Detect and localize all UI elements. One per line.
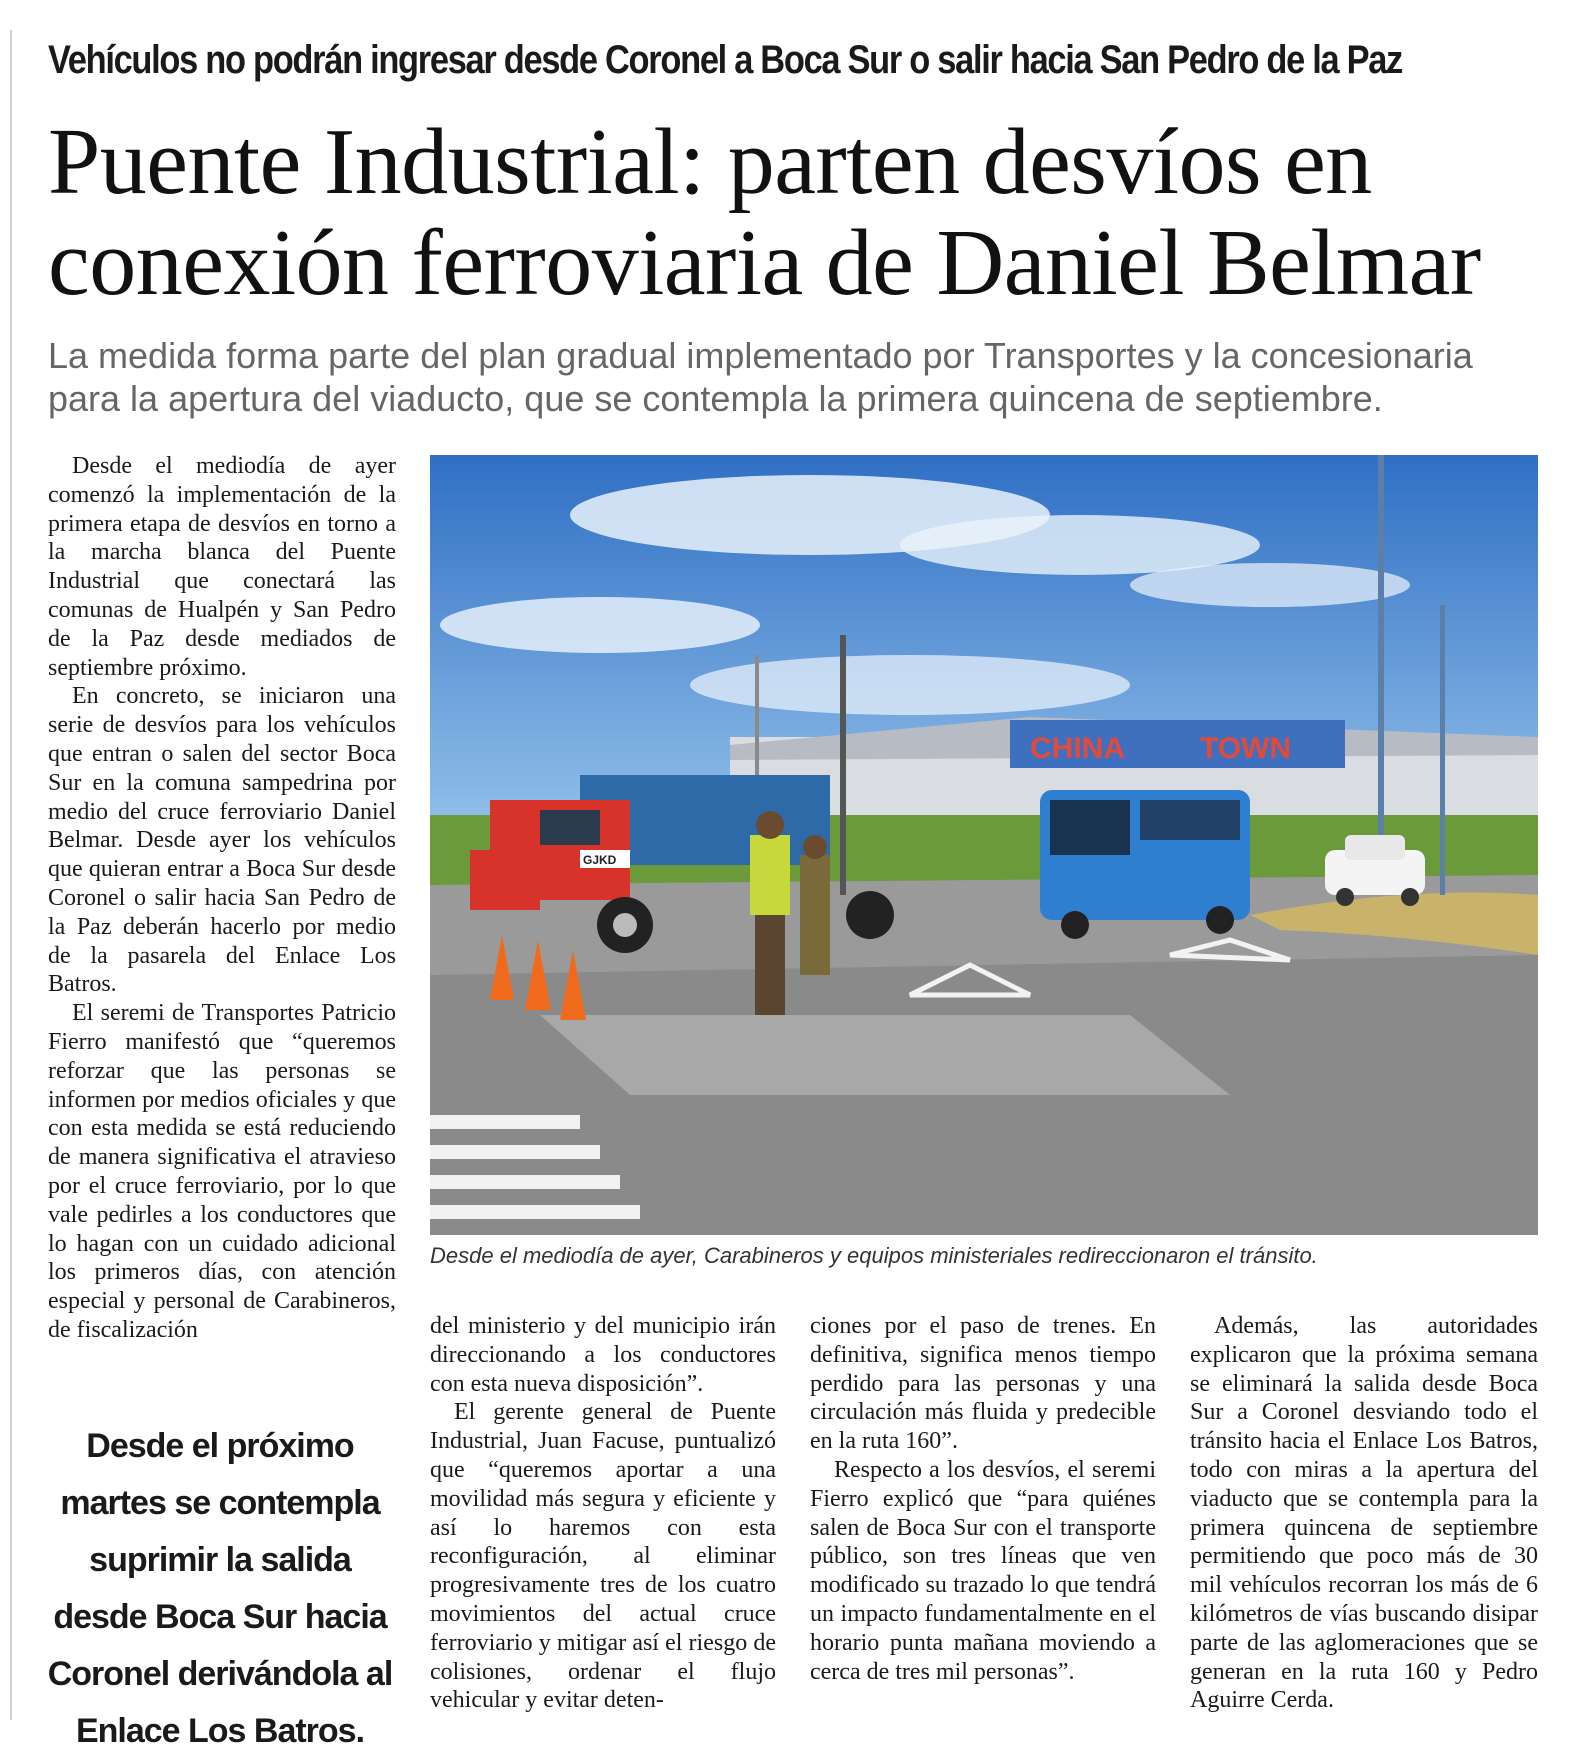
bus-wheel: [1061, 911, 1089, 939]
officer-uniform: [755, 915, 785, 1015]
headline: [48, 112, 1548, 314]
paragraph: En concreto, se iniciaron una serie de desvíos para los vehículos que entran o salen del sector Boca Sur en la comuna sampedrina por medio del cruce ferroviario Daniel Belmar. Desde ayer los vehículos que quieran entrar a Boca Sur desde Coronel o salir hacia San Pedro de la Paz deberán hacerlo por medio de la pasarela del Enlace Los Batros.: [48, 683, 396, 998]
body-column-3: [810, 1312, 1156, 1686]
pull-quote: Desde el próximo martes se contempla suprimir la salida desde Boca Sur hacia Coronel derivándola al Enlace Los Batros.: [47, 1427, 393, 1750]
bus-side-windows: [1140, 800, 1240, 840]
headline-line-1: Puente Industrial: parten desvíos en: [48, 110, 1372, 214]
left-margin-rule: [10, 30, 12, 1720]
bus-windshield: [1050, 800, 1130, 855]
traffic-island: [540, 1015, 1230, 1095]
officer-vest: [750, 835, 790, 915]
kicker: Vehículos no podrán ingresar desde Coronel a Boca Sur o salir hacia San Pedro de la Paz: [48, 38, 1403, 82]
officer-2: [800, 855, 830, 975]
light-pole: [1440, 605, 1445, 895]
sign-text-town: TOWN: [1200, 732, 1292, 765]
body-column-4: [1190, 1312, 1538, 1715]
paragraph: del ministerio y del municipio irán direccionando a los conductores con esta nueva disposición”.: [430, 1313, 776, 1397]
light-pole: [1378, 455, 1384, 895]
news-photo: [430, 455, 1538, 1235]
blue-bus: [1040, 790, 1250, 939]
paragraph: ciones por el paso de trenes. En definitiva, significa menos tiempo perdido para las personas y una circulación más fluida y predecible en la ruta 160”.: [810, 1313, 1156, 1455]
cloud: [1130, 563, 1410, 607]
officer-head: [756, 811, 784, 839]
utility-pole: [840, 635, 846, 895]
cloud: [440, 597, 760, 653]
bus-wheel: [1206, 906, 1234, 934]
truck-window: [540, 810, 600, 845]
photo-illustration: [430, 455, 1538, 1235]
truck-wheel: [846, 891, 894, 939]
truck-hub: [613, 913, 637, 937]
sign-text-china: CHINA: [1030, 732, 1125, 765]
body-column-1: [48, 452, 396, 1345]
paragraph: Respecto a los desvíos, el seremi Fierro explicó que “para quiénes salen de Boca Sur con el transporte público, son tres líneas que ven modificado su trazado lo que tendrá un impacto fundamentalmente en el horario punta mañana moviendo a cerca de tres mil personas”.: [810, 1456, 1156, 1685]
truck-hood: [470, 850, 540, 910]
officer-2-head: [803, 835, 827, 859]
truck-plate-text: GJKD: [583, 853, 617, 867]
paragraph: El seremi de Transportes Patricio Fierro manifestó que “queremos reforzar que las personas se informen por medios oficiales y que con esta medida se está reduciendo de manera significativa el atravieso por el cruce ferroviario, por lo que vale pedirles a los conductores que lo hagan con un cuidado adicional los primeros días, con atención especial y personal de Carabineros, de fiscalización: [48, 1000, 396, 1343]
body-column-2: [430, 1312, 776, 1715]
paragraph: El gerente general de Puente Industrial, Juan Facuse, puntualizó que “queremos aportar a una movilidad más segura y eficiente y así lo haremos con esta reconfiguración, al eliminar progresivamente tres de los cuatro movimientos del actual cruce ferroviario y mitigar así el riesgo de colisiones, ordenar el flujo vehicular y evitar deten-: [430, 1399, 776, 1714]
headline-line-2: conexión ferroviaria de Daniel Belmar: [48, 211, 1481, 315]
photo-caption: Desde el mediodía de ayer, Carabineros y equipos ministeriales redireccionaron el tránsito.: [430, 1243, 1318, 1268]
paragraph: Desde el mediodía de ayer comenzó la implementación de la primera etapa de desvíos en torno a la marcha blanca del Puente Industrial que conectará las comunas de Hualpén y San Pedro de la Paz desde mediados de septiembre próximo.: [48, 453, 396, 681]
paragraph: Además, las autoridades explicaron que la próxima semana se eliminará la salida desde Boca Sur a Coronel desviando todo el tránsito hacia el Enlace Los Batros, todo con miras a la apertura del viaducto que se contempla para la primera quincena de septiembre permitiendo que poco más de 30 mil vehículos recorran los más de 6 kilómetros de vías buscando disipar parte de las aglomeraciones que se generan en la ruta 160 y Pedro Aguirre Cerda.: [1190, 1313, 1538, 1714]
deck-subheadline: La medida forma parte del plan gradual implementado por Transportes y la concesionaria para la apertura del viaducto, que se contempla la primera quincena de septiembre.: [48, 335, 1473, 419]
